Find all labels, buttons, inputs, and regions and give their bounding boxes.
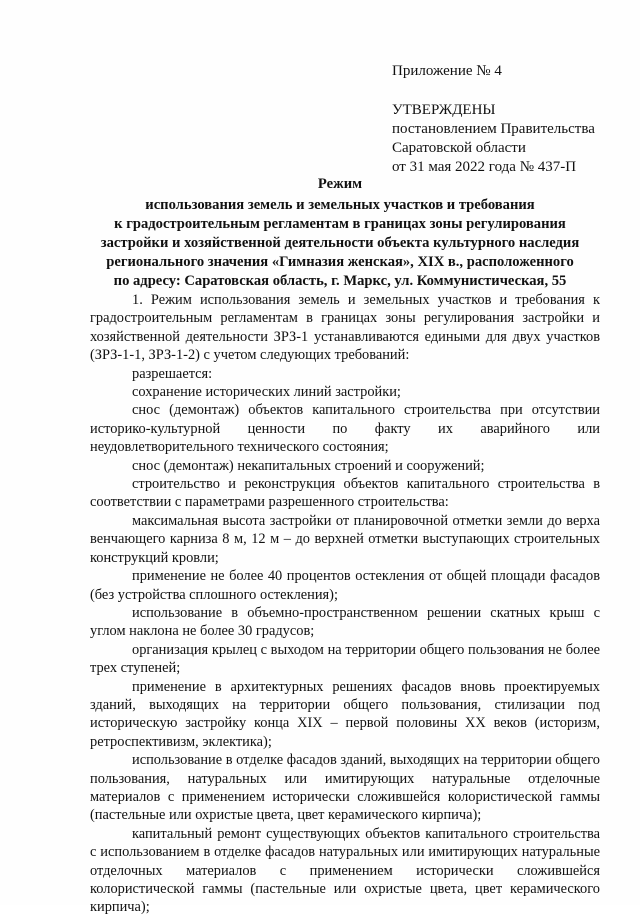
paragraph: разрешается: xyxy=(132,365,213,382)
title-heading: Режим xyxy=(317,176,363,192)
approval-block xyxy=(392,62,622,177)
paragraph: применение в архитектурных решениях фасадов вновь проектируемых зданий, выходящих на территории общего пользования, стилизации под историческую застройку конца XIX – первой половины XX веков (историзм, ретроспективизм, эклектика); xyxy=(90,678,600,750)
approval-line-1: постановлением Правительства xyxy=(392,121,595,137)
paragraph: 1. Режим использования земель и земельных участков и требования к градостроительным регламентам в границах зоны регулирования застройки и хозяйственной деятельности ЗРЗ-1 устанавливаются едиными для двух участков (ЗРЗ-1-1, ЗРЗ-1-2) с учетом следующих требований: xyxy=(90,292,600,364)
title-line: использования земель и земельных участков и требования xyxy=(145,197,535,213)
paragraph: применение не более 40 процентов остекления от общей площади фасадов (без устройства сплошного остекления); xyxy=(90,568,600,603)
document-body xyxy=(90,291,600,917)
paragraph: строительство и реконструкция объектов капитального строительства в соответствии с параметрами разрешенного строительства: xyxy=(90,476,600,511)
paragraph: снос (демонтаж) некапитальных строений и сооружений; xyxy=(132,457,485,474)
paragraph: максимальная высота застройки от планировочной отметки земли до верха венчающего карниза 8 м, 12 м – до верхней отметки выступающих строительных конструкций кровли; xyxy=(90,512,600,566)
paragraph: снос (демонтаж) объектов капитального строительства при отсутствии историко-культурной ценности по факту их аварийного или неудовлетворительного технического состояния; xyxy=(90,402,600,456)
title-line: регионального значения «Гимназия женская», XIX в., расположенного xyxy=(106,254,574,270)
title-line: застройки и хозяйственной деятельности объекта культурного наследия xyxy=(100,235,580,251)
document-title xyxy=(80,175,600,291)
title-line: к градостроительным регламентам в границах зоны регулирования xyxy=(114,216,566,232)
appendix-number: Приложение № 4 xyxy=(392,63,502,79)
paragraph: сохранение исторических линий застройки; xyxy=(132,384,401,401)
paragraph: капитальный ремонт существующих объектов капитального строительства с использованием в отделке фасадов натуральных или имитирующих натуральные отделочных материалов с применением исторически сложившейся колористической гаммы (пастельные или охристые цвета, цвет керамического кирпича); xyxy=(90,825,600,916)
approval-heading: УТВЕРЖДЕНЫ xyxy=(392,102,496,118)
paragraph: использование в объемно-пространственном решении скатных крыш с углом наклона не более 30 градусов; xyxy=(90,604,600,640)
title-line: по адресу: Саратовская область, г. Маркс, ул. Коммунистическая, 55 xyxy=(113,273,567,289)
paragraph: организация крылец с выходом на территории общего пользования не более трех ступеней; xyxy=(90,641,600,677)
approval-line-2: Саратовской области xyxy=(392,140,526,156)
paragraph: использование в отделке фасадов зданий, выходящих на территории общего пользования, натуральных или имитирующих натуральные отделочные материалов с применением исторически сложившейся колористической гаммы (пастельные или охристые цвета, цвет керамического кирпича); xyxy=(90,752,600,824)
approval-line-3: от 31 мая 2022 года № 437-П xyxy=(392,159,577,175)
